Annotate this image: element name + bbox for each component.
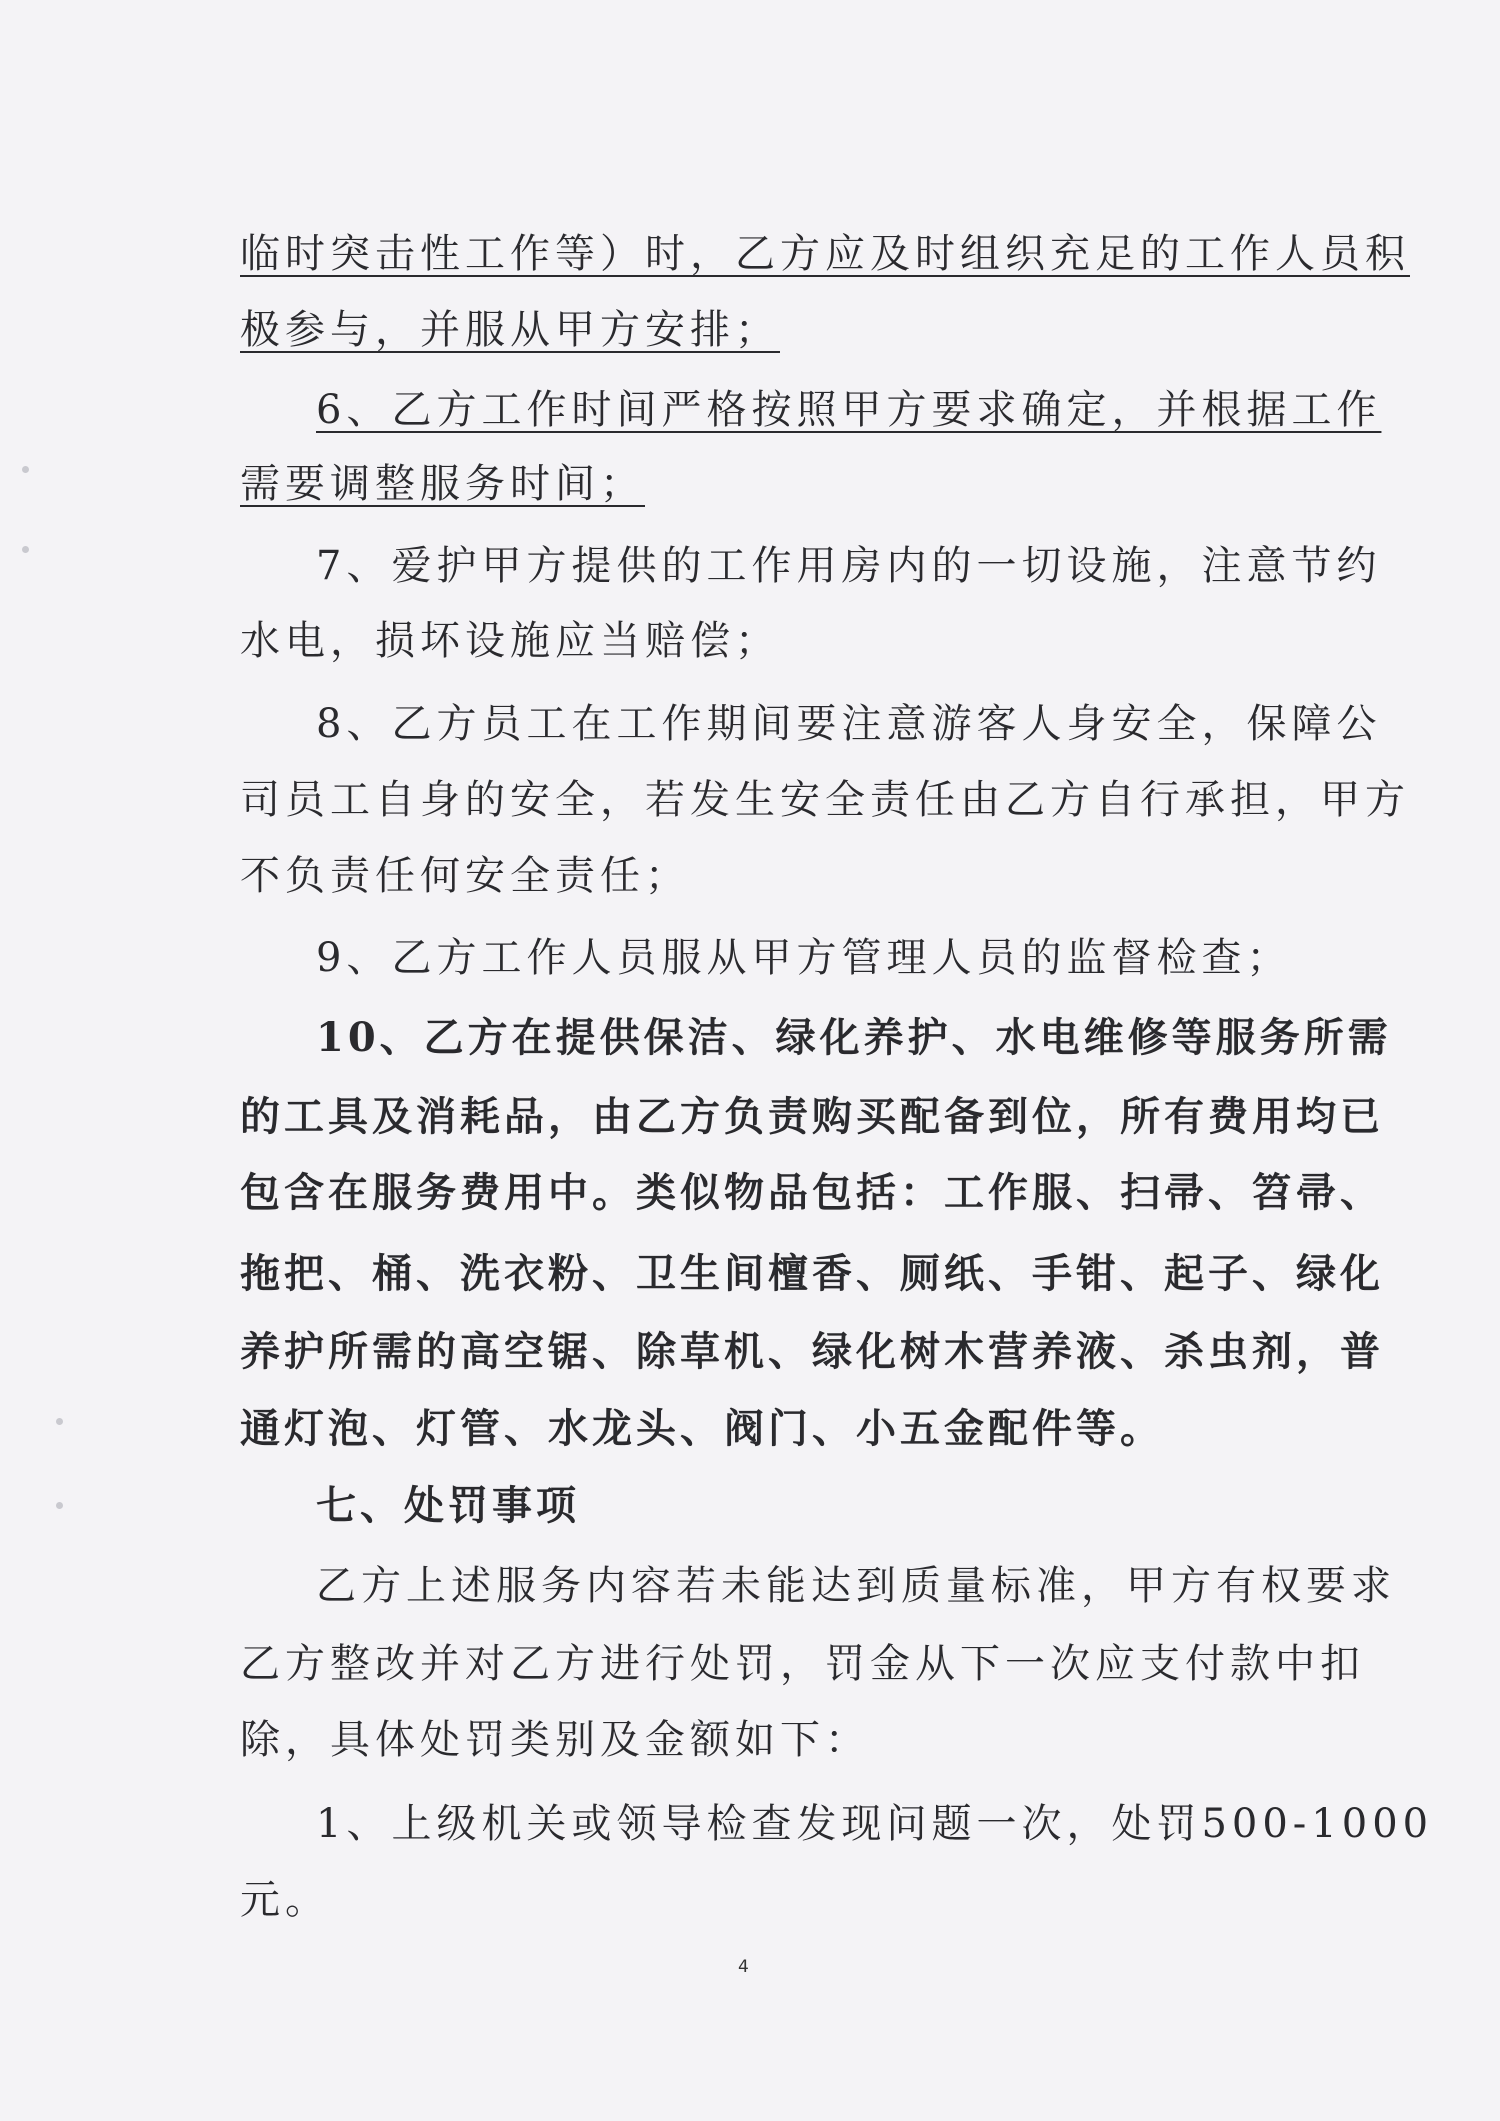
page-number: 4: [738, 1957, 749, 1977]
item-8-line-3: 不负责任何安全责任；: [240, 853, 690, 899]
item-10-line-1: 10、乙方在提供保洁、绿化养护、水电维修等服务所需: [316, 1014, 1392, 1061]
item-10-line-4: 拖把、桶、洗衣粉、卫生间檀香、厕纸、手钳、起子、绿化: [240, 1250, 1384, 1297]
binder-hole-mark: [22, 466, 29, 473]
penalty-item-1-line-1: 1、上级机关或领导检查发现问题一次，处罚500-1000: [316, 1801, 1434, 1847]
item-7-line-1: 7、爱护甲方提供的工作用房内的一切设施，注意节约: [316, 543, 1382, 589]
penalty-para-line-3: 除，具体处罚类别及金额如下：: [240, 1717, 870, 1763]
binder-hole-mark: [22, 546, 29, 553]
binder-hole-mark: [56, 1418, 63, 1425]
penalty-para-line-2: 乙方整改并对乙方进行处罚，罚金从下一次应支付款中扣: [240, 1641, 1365, 1687]
item-8-line-1: 8、乙方员工在工作期间要注意游客人身安全，保障公: [316, 701, 1382, 747]
item-9-line-1: 9、乙方工作人员服从甲方管理人员的监督检查；: [316, 935, 1292, 981]
item-8-line-2: 司员工自身的安全，若发生安全责任由乙方自行承担，甲方: [240, 777, 1410, 823]
item-10-line-6: 通灯泡、灯管、水龙头、阀门、小五金配件等。: [240, 1405, 1164, 1452]
text-line-2: 极参与，并服从甲方安排；: [240, 307, 780, 353]
item-7-line-2: 水电，损坏设施应当赔偿；: [240, 618, 780, 664]
text-line-1: 临时突击性工作等）时，乙方应及时组织充足的工作人员积: [240, 231, 1410, 277]
item-10-line-5: 养护所需的高空锯、除草机、绿化树木营养液、杀虫剂，普: [240, 1328, 1384, 1375]
binder-hole-mark: [56, 1502, 63, 1509]
item-10-line-3: 包含在服务费用中。类似物品包括：工作服、扫帚、笤帚、: [240, 1169, 1384, 1216]
item-6-line-1: 6、乙方工作时间严格按照甲方要求确定，并根据工作: [316, 387, 1382, 433]
penalty-para-line-1: 乙方上述服务内容若未能达到质量标准，甲方有权要求: [316, 1563, 1396, 1609]
section-heading-penalties: 七、处罚事项: [316, 1482, 580, 1529]
penalty-item-1-line-2: 元。: [240, 1877, 330, 1923]
item-10-line-2: 的工具及消耗品，由乙方负责购买配备到位，所有费用均已: [240, 1093, 1384, 1140]
item-6-line-2: 需要调整服务时间；: [240, 461, 645, 507]
